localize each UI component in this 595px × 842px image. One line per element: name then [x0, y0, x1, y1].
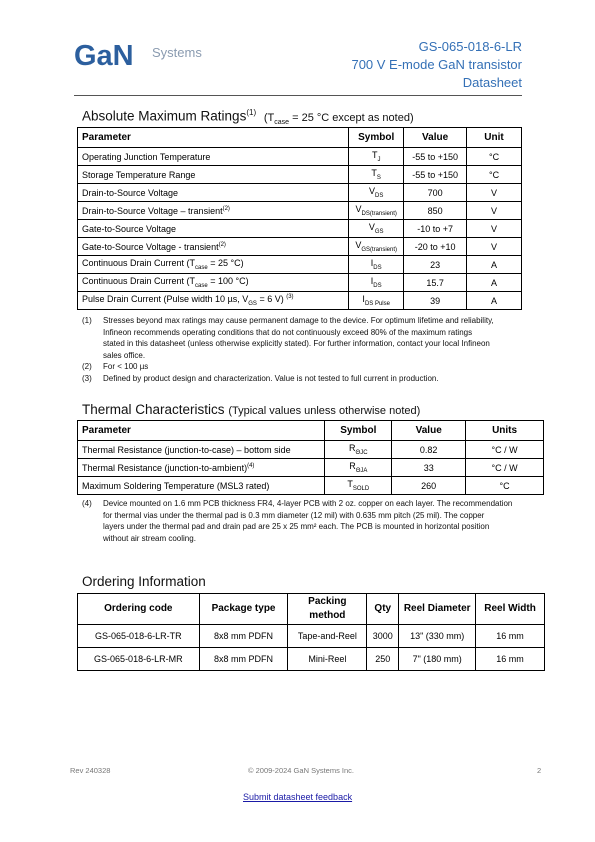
table-row [78, 292, 522, 310]
param-cell: Storage Temperature Range [78, 166, 349, 184]
value-cell: -20 to +10 [404, 238, 467, 256]
header-part-number: GS-065-018-6-LR [418, 39, 522, 54]
footnote-text: Infineon recommends operating conditions that do not continuously exceed 80% of the maximum ratings [103, 327, 473, 337]
param-cell: Continuous Drain Current ($T_{case} = 25$ °C) [78, 256, 349, 274]
footnote-text: For < 100 µs [103, 362, 149, 372]
value-cell: -10 to +7 [404, 220, 467, 238]
gan-systems-logo [74, 38, 206, 72]
header-doc-type: Datasheet [462, 75, 522, 90]
column-header: Ordering code [78, 594, 200, 625]
table-row [78, 166, 522, 184]
symbol-cell: $I_{DS Pulse}$ [349, 292, 404, 310]
order-cell: GS-065-018-6-LR-MR [78, 648, 200, 671]
symbol-cell: $V_{DS}$ [349, 184, 404, 202]
order-cell: 7" (180 mm) [399, 648, 476, 671]
param-cell: Drain-to-Source Voltage [78, 184, 349, 202]
param-cell: Thermal Resistance (junction-to-case) – bottom side [78, 441, 325, 459]
order-cell: GS-065-018-6-LR-TR [78, 625, 200, 648]
table-row [78, 441, 544, 459]
thermal-title: Thermal Characteristics (Typical values unless otherwise noted) [82, 402, 421, 417]
order-cell: 8x8 mm PDFN [199, 625, 288, 648]
param-cell: Gate-to-Source Voltage - transient$^{(2)}$ [78, 238, 349, 256]
header-description: 700 V E-mode GaN transistor [351, 57, 522, 72]
unit-cell: V [467, 184, 522, 202]
symbol-cell: $V_{GS}$ [349, 220, 404, 238]
value-cell: 260 [392, 477, 466, 495]
value-cell: 0.82 [392, 441, 466, 459]
symbol-cell: $T_S$ [349, 166, 404, 184]
unit-cell: °C / W [466, 459, 544, 477]
table-row [78, 238, 522, 256]
symbol-cell: $V_{DS(transient)}$ [349, 202, 404, 220]
column-header: Reel Diameter [399, 594, 476, 625]
unit-cell: °C / W [466, 441, 544, 459]
order-cell: 3000 [367, 625, 399, 648]
order-cell: Mini-Reel [288, 648, 367, 671]
footnote-text: Device mounted on 1.6 mm PCB thickness FR4, 4-layer PCB with 2 oz. copper on each layer. The recommendation [103, 499, 513, 508]
order-cell: 16 mm [476, 625, 545, 648]
unit-cell: V [467, 202, 522, 220]
table-row [78, 256, 522, 274]
param-cell: Maximum Soldering Temperature (MSL3 rated) [78, 477, 325, 495]
column-header: Reel Width [476, 594, 545, 625]
param-cell: Gate-to-Source Voltage [78, 220, 349, 238]
table-row [78, 459, 544, 477]
column-header: Unit [467, 128, 522, 148]
symbol-cell: $I_{DS}$ [349, 256, 404, 274]
value-cell: 39 [404, 292, 467, 310]
table-row [78, 477, 544, 495]
order-cell: Tape-and-Reel [288, 625, 367, 648]
footer-copyright: © 2009-2024 GaN Systems Inc. [248, 766, 354, 775]
abs-max-table [77, 127, 522, 310]
param-cell: Thermal Resistance (junction-to-ambient)$^{(4)}$ [78, 459, 325, 477]
footnote-number: (2) [82, 362, 92, 372]
footnote-text: for thermal vias under the thermal pad is 0.3 mm diameter (12 mil) with 0.635 mm pitch (25 mil). The copper [103, 510, 485, 520]
symbol-cell: $T_{SOLD}$ [325, 477, 392, 495]
order-cell: 16 mm [476, 648, 545, 671]
footer-revision: Rev 240328 [70, 766, 111, 775]
column-header: Qty [367, 594, 399, 625]
value-cell: 23 [404, 256, 467, 274]
unit-cell: V [467, 238, 522, 256]
symbol-cell: $R_{\Theta JC}$ [325, 441, 392, 459]
column-header: Parameter [78, 128, 349, 148]
symbol-cell: $I_{DS}$ [349, 274, 404, 292]
column-header: Units [466, 421, 544, 441]
submit-feedback-link[interactable]: Submit datasheet feedback [243, 792, 353, 802]
unit-cell: A [467, 292, 522, 310]
param-cell: Continuous Drain Current ($T_{case} = 100$ °C) [78, 274, 349, 292]
unit-cell: °C [467, 166, 522, 184]
column-header: Parameter [78, 421, 325, 441]
unit-cell: A [467, 274, 522, 292]
unit-cell: V [467, 220, 522, 238]
value-cell: -55 to +150 [404, 166, 467, 184]
footnote-text: without air stream cooling. [103, 533, 196, 543]
abs-max-footnotes [82, 315, 542, 395]
unit-cell: °C [467, 148, 522, 166]
table-row [78, 184, 522, 202]
unit-cell: °C [466, 477, 544, 495]
table-row [78, 274, 522, 292]
thermal-footnote [82, 498, 542, 548]
order-cell: 13" (330 mm) [399, 625, 476, 648]
table-row [78, 648, 545, 671]
logo-main-text: GaN [74, 40, 134, 72]
column-header: Value [404, 128, 467, 148]
footnote-text: Defined by product design and characterization. Value is not tested to full current in production. [103, 374, 439, 383]
value-cell: 33 [392, 459, 466, 477]
column-header: Package type [199, 594, 288, 625]
param-cell: Pulse Drain Current (Pulse width 10 µs, $V_{GS} = 6$ V) $^{(3)}$ [78, 292, 349, 310]
symbol-cell: $T_J$ [349, 148, 404, 166]
order-cell: 250 [367, 648, 399, 671]
column-header: Symbol [325, 421, 392, 441]
table-row [78, 625, 545, 648]
symbol-cell: $R_{\Theta JA}$ [325, 459, 392, 477]
abs-max-title: Absolute Maximum Ratings$^{(1)}$ ($T_{case} = 25$ °C except as noted) [82, 108, 414, 126]
table-row [78, 202, 522, 220]
footnote-text: sales office. [103, 350, 146, 360]
thermal-table [77, 420, 544, 495]
param-cell: Drain-to-Source Voltage – transient$^{(2)}$ [78, 202, 349, 220]
value-cell: 700 [404, 184, 467, 202]
footnote-number: (1) [82, 316, 92, 325]
ordering-title: Ordering Information [82, 574, 206, 589]
footnote-text: layers under the thermal pad and drain pad are 25 x 25 mm² each. The PCB is mounted in horizontal position [103, 522, 490, 532]
header-divider [74, 95, 522, 96]
table-row [78, 220, 522, 238]
column-header: Packing method [288, 594, 367, 625]
symbol-cell: $V_{GS(transient)}$ [349, 238, 404, 256]
value-cell: -55 to +150 [404, 148, 467, 166]
value-cell: 15.7 [404, 274, 467, 292]
logo-sub-text: Systems [152, 45, 202, 60]
footer-page-number: 2 [537, 766, 542, 775]
footnote-text: Stresses beyond max ratings may cause permanent damage to the device. For optimum lifetime and reliability, [103, 316, 494, 325]
footnote-text: stated in this datasheet (unless otherwise explicitly stated). For further information, contact your local Infineon [103, 339, 490, 349]
column-header: Symbol [349, 128, 404, 148]
column-header: Value [392, 421, 466, 441]
unit-cell: A [467, 256, 522, 274]
order-cell: 8x8 mm PDFN [199, 648, 288, 671]
param-cell: Operating Junction Temperature [78, 148, 349, 166]
footnote-number: (4) [82, 499, 92, 508]
footnote-number: (3) [82, 374, 92, 383]
table-row [78, 148, 522, 166]
value-cell: 850 [404, 202, 467, 220]
ordering-table [77, 593, 545, 671]
